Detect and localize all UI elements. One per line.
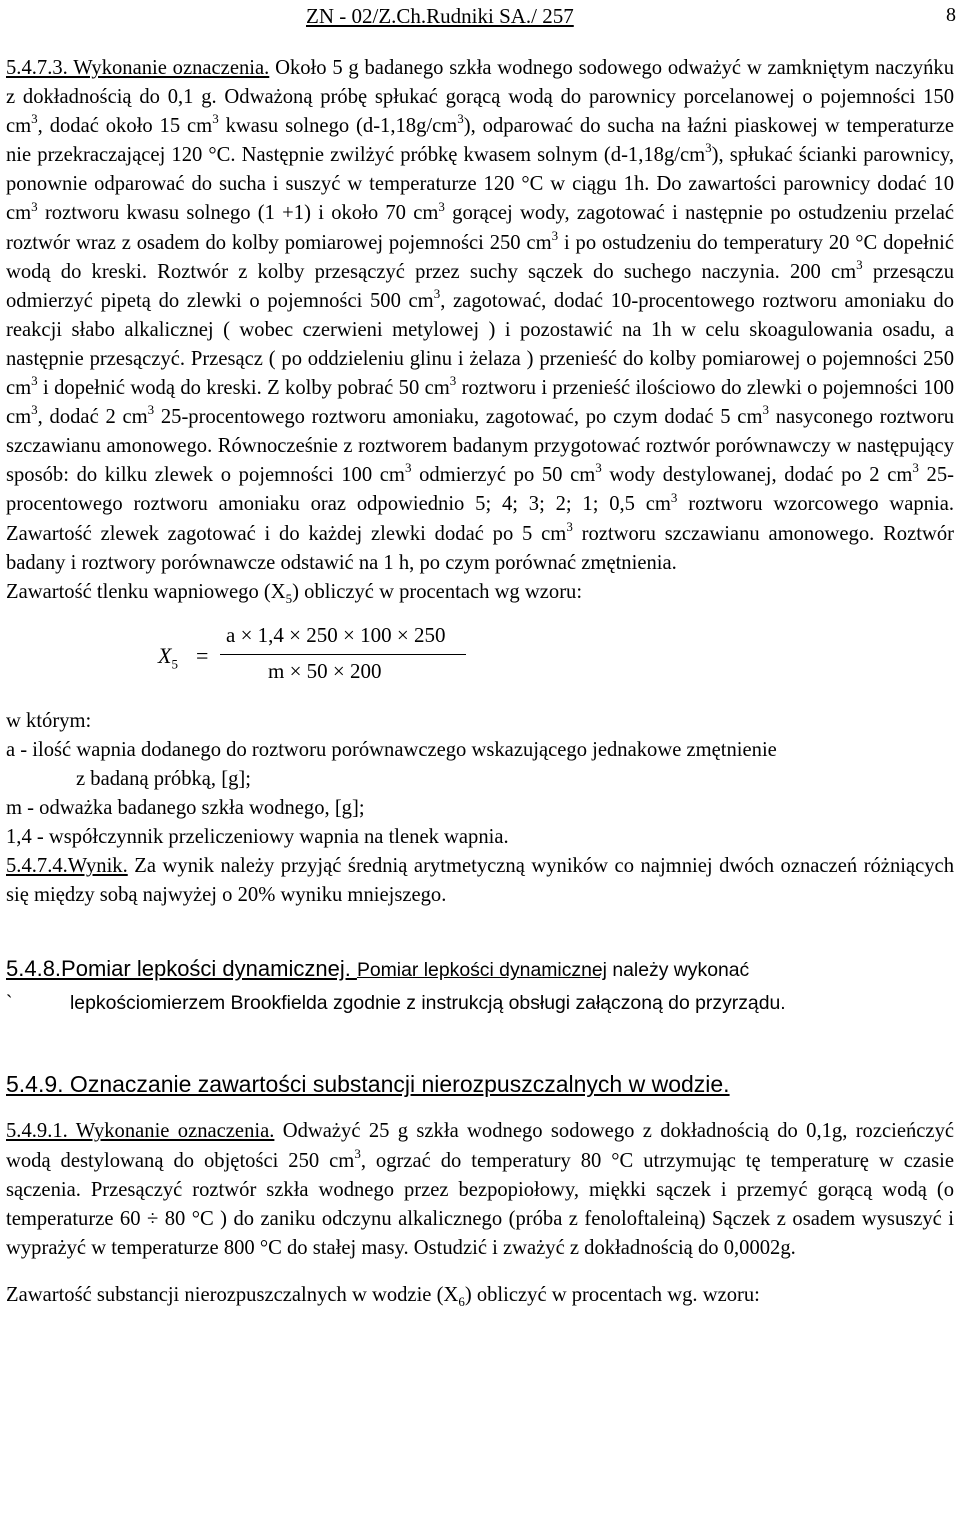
section-5474-label: 5.4.7.4.Wynik. bbox=[6, 855, 128, 878]
page-header bbox=[6, 0, 954, 36]
fraction-bar bbox=[220, 654, 466, 655]
section-548 bbox=[6, 954, 954, 1019]
page-number: 8 bbox=[946, 4, 956, 26]
section-548-title: 5.4.8.Pomiar lepkości dynamicznej. bbox=[6, 956, 357, 982]
section-548-body-a: Pomiar lepkości dynamicznej bbox=[356, 959, 607, 982]
section-549-title: 5.4.9. Oznaczanie zawartości substancji nierozpuszczalnych w wodzie. bbox=[6, 1071, 730, 1098]
formula-equals: = bbox=[196, 642, 209, 668]
variable-coefficient: 1,4 - współczynnik przeliczeniowy wapnia na tlenek wapnia. bbox=[6, 826, 509, 849]
variable-m: m - odważka badanego szkła wodnego, [g]; bbox=[6, 797, 365, 820]
calc-intro: Zawartość tlenku wapniowego $(X_5)$ obliczyć w procentach wg wzoru: bbox=[6, 580, 583, 606]
section-548-body-b: należy wykonać bbox=[606, 959, 750, 982]
document-page bbox=[6, 0, 954, 1310]
document-id: ZN - 02/Z.Ch.Rudniki SA./ 257 bbox=[306, 4, 574, 28]
formula-numerator: a × 1,4 × 250 × 100 × 250 bbox=[226, 622, 446, 647]
stray-backtick: ` bbox=[6, 992, 13, 1015]
section-5491-label: 5.4.9.1. Wykonanie oznaczenia. bbox=[6, 1120, 275, 1143]
formula-x5 bbox=[6, 623, 954, 701]
section-5473-paragraph: 5.4.7.3. Wykonanie oznaczenia. Około 5 g badanego szkła wodnego sodowego odważyć w zamkniętym naczyńku z dokładnością do 0,1 g. Odważoną próbę spłukać gorącą wodą do parownicy porcelanowej o pojemności 150 $cm^3$, dodać około 15 $cm^3$ kwasu solnego $(d-1,18g/cm^3)$, odparować do sucha na łaźni piaskowej w temperaturze nie przekraczającej 120 °C. Następnie zwilżyć próbkę kwasem solnym $(d-1,18g/cm^3)$, spłukać ścianki parownicy, ponownie odparować do sucha i suszyć w temperaturze 120 °C w ciągu 1h. Do zawartości parownicy dodać 10 $cm^3$ roztworu kwasu solnego (1 +1) i około 70 $cm^3$ gorącej wody, zagotować i następnie po ostudzeniu przelać roztwór wraz z osadem do kolby pomiarowej pojemności 250 $cm^3$ i po ostudzeniu do temperatury 20 °C dopełnić wodą do kreski. Roztwór z kolby przesączyć przez suchy sączek do suchego naczynia. 200 $cm^3$ przesączu odmierzyć pipetą do zlewki o pojemności 500 $cm^3$, zagotować, dodać 10-procentowego roztworu amoniaku do reakcji słabo alkalicznej ( wobec czerwieni metylowej ) i pozostawić na 1h w celu skoagulowania osadu, a następnie przesączyć. Przesącz ( po oddzieleniu glinu i żelaza ) przenieść do kolby pomiarowej o pojemności 250 $cm^3$ i dopełnić wodą do kreski. Z kolby pobrać 50 $cm^3$ roztworu i przenieść ilościowo do zlewki o pojemności 100 $cm^3$, dodać 2 $cm^3$ 25-procentowego roztworu amoniaku, zagotować, po czym dodać 5 $cm^3$ nasyconego roztworu szczawianu amonowego. Równocześnie z roztworem badanym przygotować roztwór porównawczy w następujący sposób: do kilku zlewek o pojemności 100 $cm^3$ odmierzyć po 50 $cm^3$ wody destylowanej, dodać po 2 $cm^3$ 25-procentowego roztworu amoniaku oraz odpowiednio 5; 4; 3; 2; 1; 0,5 $cm^3$ roztworu wzorcowego wapnia. Zawartość zlewek zagotować i do każdej zlewki dodać po 5 $cm^3$ roztworu szczawianu amonowego. Roztwór badany i roztwory porównawcze odstawić na 1 h, po czym porównać zmętnienia. bbox=[6, 57, 955, 574]
section-5491-paragraph: 5.4.9.1. Wykonanie oznaczenia. Odważyć 25 g szkła wodnego sodowego z dokładnością do 0,1g, rozcieńczyć wodą destylowaną do objętości 250 $cm^3$, ogrzać do temperatury 80 °C utrzymując tę temperaturę w czasie sączenia. Przesączyć roztwór szkła wodnego przez bezpopiołowy, miękki sączek i przemyć gorącą wodą (o temperaturze 60 ÷ 80 °C ) do zaniku odczynu alkalicznego (próba z fenoloftaleiną) Sączek z osadem wysuszyć i wyprażyć w temperaturze 800 °C do stałej masy. Ostudzić i zważyć z dokładnością do 0,0002g. bbox=[6, 1120, 955, 1259]
variable-definitions bbox=[6, 707, 954, 852]
variables-intro: w którym: bbox=[6, 709, 92, 732]
section-5474-paragraph: 5.4.7.4.Wynik. Za wynik należy przyjąć średnią arytmetyczną wyników co najmniej dwóch oznaczeń różniących się między sobą najwyżej o 20% wyniku mniejszego. bbox=[6, 855, 954, 907]
variable-a-line2: z badaną próbką, [g]; bbox=[76, 767, 251, 790]
section-5491-last-line: Zawartość substancji nierozpuszczalnych w wodzie $(X_6)$ obliczyć w procentach wg. wzoru: bbox=[6, 1283, 760, 1310]
formula-lhs: $X_5$ bbox=[158, 642, 178, 672]
formula-denominator: m × 50 × 200 bbox=[268, 658, 382, 683]
variable-a-line1: a - ilość wapnia dodanego do roztworu porównawczego wskazującego jednakowe zmętnienie bbox=[6, 738, 777, 761]
section-548-line2: lepkościomierzem Brookfielda zgodnie z instrukcją obsługi załączoną do przyrządu. bbox=[70, 992, 786, 1015]
section-5473-label: 5.4.7.3. Wykonanie oznaczenia. bbox=[6, 57, 270, 79]
